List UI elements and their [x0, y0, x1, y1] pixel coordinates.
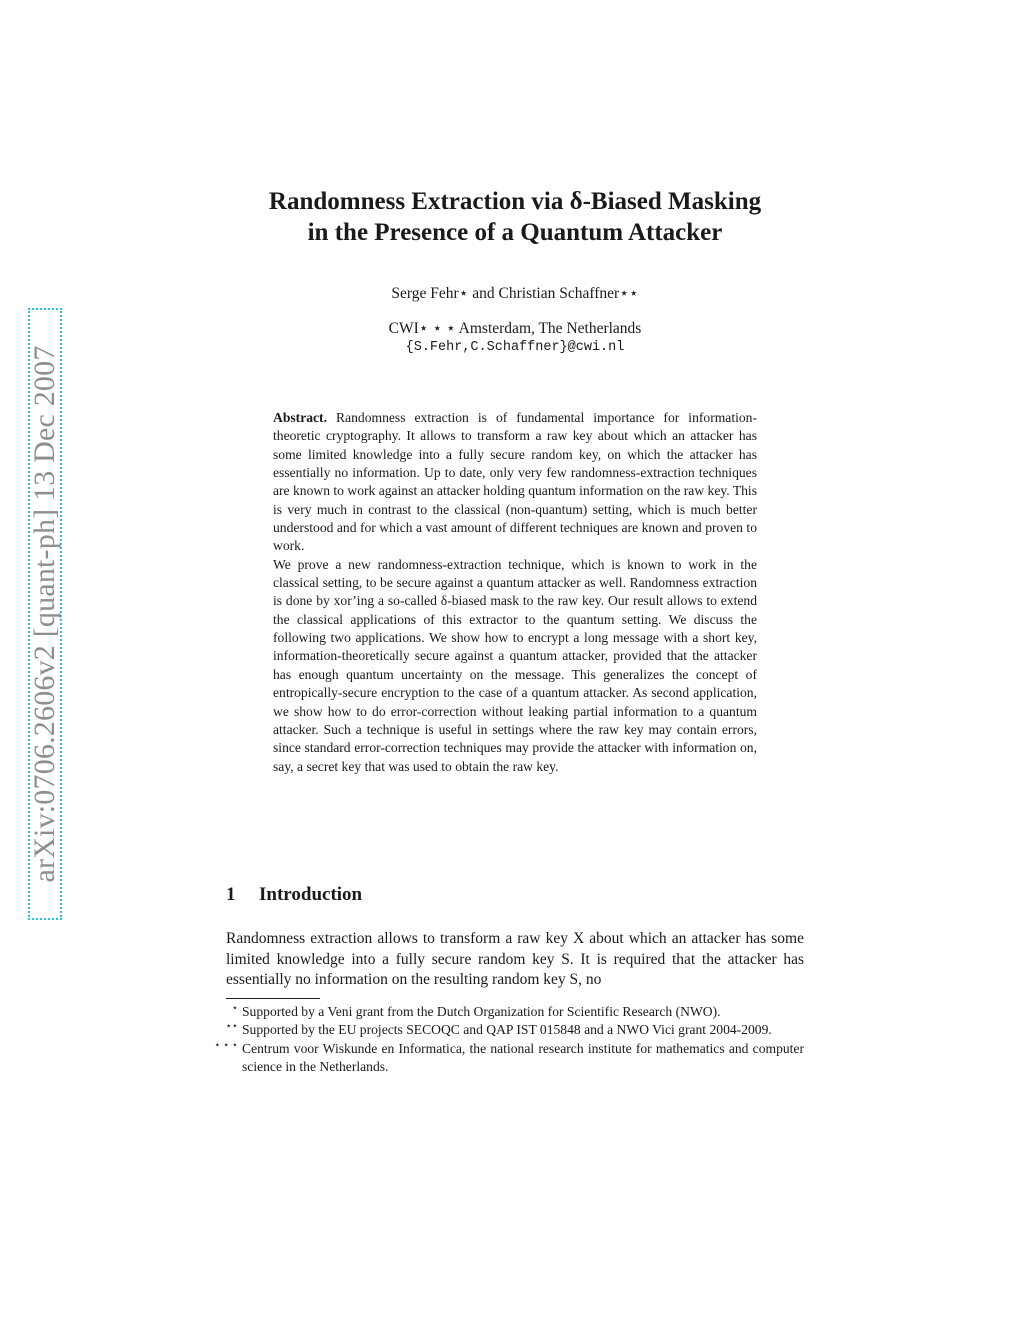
intro-paragraph: Randomness extraction allows to transform a raw key X about which an attacker has some limited knowledge into a fully secure random key S. It is required that the attacker has essentially no information on the resulting random key S, no	[226, 930, 804, 988]
abstract-text-1: Randomness extraction is of fundamental importance for information-theoretic cryptography. It allows to transform a raw key about which an attacker has some limited knowledge into a fully secure random key, on which the attacker has essentially no information. Up to date, only very few randomness-extraction techniques are known to work against an attacker holding quantum information on the raw key. This is very much in contrast to the classical (non-quantum) setting, which is much better understood and for which a vast amount of different techniques are known and proven to work.	[273, 410, 757, 554]
footnote-mark: ⋆	[231, 1003, 238, 1014]
footnote-text: Supported by a Veni grant from the Dutch Organization for Scientific Research (NWO).	[242, 1004, 721, 1019]
section-heading	[226, 884, 362, 906]
footnote-3	[214, 1039, 804, 1077]
abstract-paragraph-2: We prove a new randomness-extraction technique, which is known to work in the classical setting, to be secure against a quantum attacker as well. Randomness extraction is done by xor’ing a so-called δ-biased mask to the raw key. Our result allows to extend the classical applications of this extractor to the quantum setting. We discuss the following two applications. We show how to encrypt a long message with a short key, information-theoretically secure against a quantum attacker, provided that the attacker has enough quantum uncertainty on the message. This generalizes the concept of entropically-secure encryption to the case of a quantum attacker. As second application, we show how to do error-correction without leaking partial information to a quantum attacker. Such a technique is useful in settings where the raw key may contain errors, since standard error-correction techniques may provide the attacker with information on, say, a secret key that was used to obtain the raw key.	[273, 556, 757, 774]
title-line-2: in the Presence of a Quantum Attacker	[307, 219, 723, 246]
section-title: Introduction	[259, 884, 363, 905]
footnote-mark: ⋆⋆	[225, 1021, 238, 1033]
affiliation: CWI⋆ ⋆ ⋆ Amsterdam, The Netherlands	[388, 320, 642, 337]
authors: Serge Fehr⋆ and Christian Schaffner⋆⋆	[391, 285, 639, 302]
author-email: {S.Fehr,C.Schaffner}@cwi.nl	[405, 340, 625, 355]
title-line-1: Randomness Extraction via δ-Biased Masking	[268, 188, 762, 215]
footnote-rule	[226, 998, 320, 999]
abstract-label: Abstract.	[273, 410, 327, 425]
footnote-text: Centrum voor Wiskunde en Informatica, the national research institute for mathematics and computer science in the Netherlands.	[242, 1040, 804, 1075]
footnote-mark: ⋆ ⋆ ⋆	[214, 1039, 238, 1051]
arxiv-identifier: arXiv:0706.2606v2 [quant-ph] 13 Dec 2007	[28, 345, 61, 883]
section-number: 1	[226, 884, 236, 905]
abstract-paragraph-1	[273, 409, 757, 556]
abstract	[273, 409, 757, 776]
footnote-2	[225, 1021, 804, 1039]
footnotes	[214, 1003, 804, 1077]
footnote-1	[231, 1003, 804, 1021]
paper-title	[200, 186, 830, 248]
footnote-text: Supported by the EU projects SECOQC and QAP IST 015848 and a NWO Vici grant 2004-2009.	[242, 1022, 772, 1038]
